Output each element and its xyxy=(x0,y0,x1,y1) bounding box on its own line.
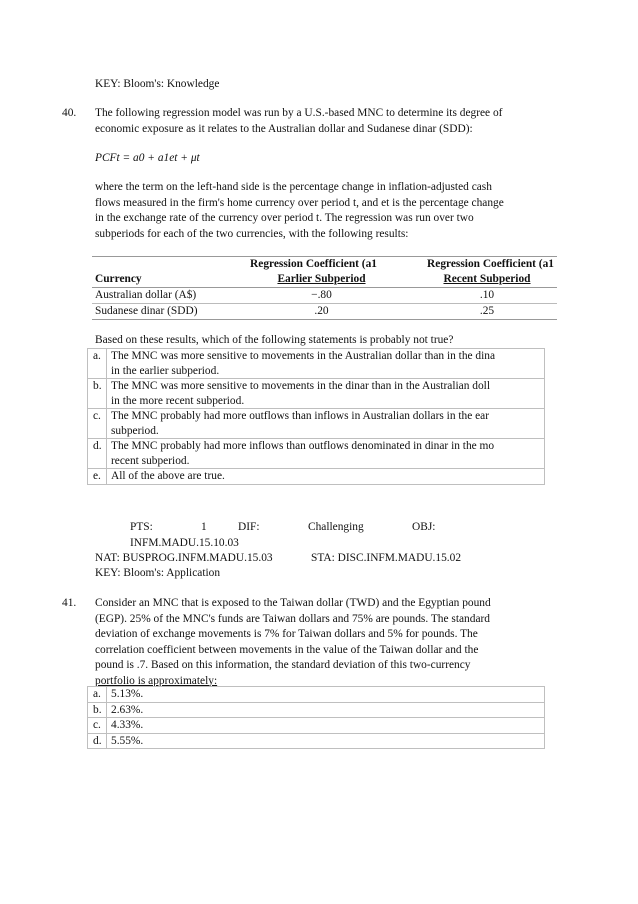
option-letter: b. xyxy=(88,379,107,409)
header-cell: Regression Coefficient (a1 xyxy=(226,257,380,273)
option-letter: d. xyxy=(88,733,107,749)
question-41-options xyxy=(87,686,545,749)
answer-option-c[interactable] xyxy=(88,409,545,439)
table-cell: .25 xyxy=(380,304,557,320)
option-letter: a. xyxy=(88,687,107,703)
question-41-text xyxy=(95,596,545,689)
answer-option-b[interactable] xyxy=(88,702,545,718)
pts-label: PTS: xyxy=(130,521,153,533)
option-letter: b. xyxy=(88,702,107,718)
option-line: The MNC probably had more inflows than outflows denominated in dinar in the mo xyxy=(111,440,495,452)
option-letter: e. xyxy=(88,469,107,485)
table-cell: Sudanese dinar (SDD) xyxy=(92,304,226,320)
answer-option-c[interactable] xyxy=(88,718,545,734)
pts-value: 1 xyxy=(201,521,207,533)
option-letter: d. xyxy=(88,439,107,469)
dif-label: DIF: xyxy=(238,521,260,533)
desc-line: where the term on the left-hand side is the percentage change in inflation-adjusted cash xyxy=(95,181,492,193)
obj-label: OBJ: xyxy=(412,521,436,533)
option-line: All of the above are true. xyxy=(111,470,225,482)
option-line: in the more recent subperiod. xyxy=(111,394,245,407)
option-line: recent subperiod. xyxy=(111,454,190,467)
regression-equation: PCFt = a0 + a1et + μt xyxy=(95,152,200,164)
question-number-41: 41. xyxy=(62,597,77,609)
option-text xyxy=(107,439,545,469)
intro-line: The following regression model was run by a U.S.-based MNC to determine its degree of xyxy=(95,107,503,119)
q41-line: portfolio is approximately: xyxy=(95,674,218,687)
option-text xyxy=(107,349,545,379)
option-line: in the earlier subperiod. xyxy=(111,364,220,377)
intro-line: economic exposure as it relates to the Australian dollar and Sudanese dinar (SDD): xyxy=(95,122,473,135)
key-line: KEY: Bloom's: Application xyxy=(95,567,221,579)
dif-value: Challenging xyxy=(308,521,364,533)
table-header-row xyxy=(92,272,557,288)
header-cell: Currency xyxy=(92,272,226,288)
table-row xyxy=(92,304,557,320)
question-40-description xyxy=(95,180,545,242)
option-letter: c. xyxy=(88,718,107,734)
answer-option-e[interactable] xyxy=(88,469,545,485)
header-cell: Recent Subperiod xyxy=(380,272,557,288)
option-letter: a. xyxy=(88,349,107,379)
header-cell: Regression Coefficient (a1 xyxy=(380,257,557,273)
option-line: The MNC probably had more outflows than inflows in Australian dollars in the ear xyxy=(111,410,490,422)
question-40-options xyxy=(87,348,545,485)
option-text: 5.13%. xyxy=(107,687,545,703)
option-line: The MNC was more sensitive to movements in the Australian dollar than in the dina xyxy=(111,350,496,362)
answer-option-d[interactable] xyxy=(88,733,545,749)
answer-option-a[interactable] xyxy=(88,349,545,379)
sta-line: STA: DISC.INFM.MADU.15.02 xyxy=(311,552,462,564)
desc-line: in the exchange rate of the currency over period t. The regression was run over two xyxy=(95,212,474,224)
table-cell: −.80 xyxy=(226,288,380,304)
question-40-intro xyxy=(95,106,545,137)
answer-option-a[interactable] xyxy=(88,687,545,703)
nat-line: NAT: BUSPROG.INFM.MADU.15.03 xyxy=(95,552,273,564)
option-text xyxy=(107,409,545,439)
answer-option-d[interactable] xyxy=(88,439,545,469)
header-cell xyxy=(92,257,226,273)
option-text: 2.63%. xyxy=(107,702,545,718)
option-line: The MNC was more sensitive to movements in the dinar than in the Australian doll xyxy=(111,380,490,392)
obj-value: INFM.MADU.15.10.03 xyxy=(130,537,239,549)
table-cell: .10 xyxy=(380,288,557,304)
option-text: 5.55%. xyxy=(107,733,545,749)
q41-line: correlation coefficient between movements in the value of the Taiwan dollar and the xyxy=(95,643,479,656)
q41-line: pound is .7. Based on this information, the standard deviation of this two-currency xyxy=(95,659,471,671)
desc-line: flows measured in the firm's home currency over period t, and et is the percentage change xyxy=(95,196,504,209)
desc-line: subperiods for each of the two currencies, with the following results: xyxy=(95,227,409,240)
table-row xyxy=(92,288,557,304)
option-letter: c. xyxy=(88,409,107,439)
question-40-prompt: Based on these results, which of the following statements is probably not true? xyxy=(95,334,454,346)
q41-line: (EGP). 25% of the MNC's funds are Taiwan dollars and 75% are pounds. The standard xyxy=(95,612,490,625)
answer-option-b[interactable] xyxy=(88,379,545,409)
question-number-40: 40. xyxy=(62,107,77,119)
header-cell: Earlier Subperiod xyxy=(226,272,380,288)
option-text xyxy=(107,379,545,409)
q41-line: deviation of exchange movements is 7% for Taiwan dollars and 5% for pounds. The xyxy=(95,628,478,640)
q41-line: Consider an MNC that is exposed to the Taiwan dollar (TWD) and the Egyptian pound xyxy=(95,597,491,609)
option-text xyxy=(107,469,545,485)
table-cell: Australian dollar (A$) xyxy=(92,288,226,304)
option-text: 4.33%. xyxy=(107,718,545,734)
table-cell: .20 xyxy=(226,304,380,320)
option-line: subperiod. xyxy=(111,424,159,437)
table-header-row xyxy=(92,257,557,273)
regression-results-table xyxy=(92,256,557,320)
key-line-top: KEY: Bloom's: Knowledge xyxy=(95,78,220,90)
